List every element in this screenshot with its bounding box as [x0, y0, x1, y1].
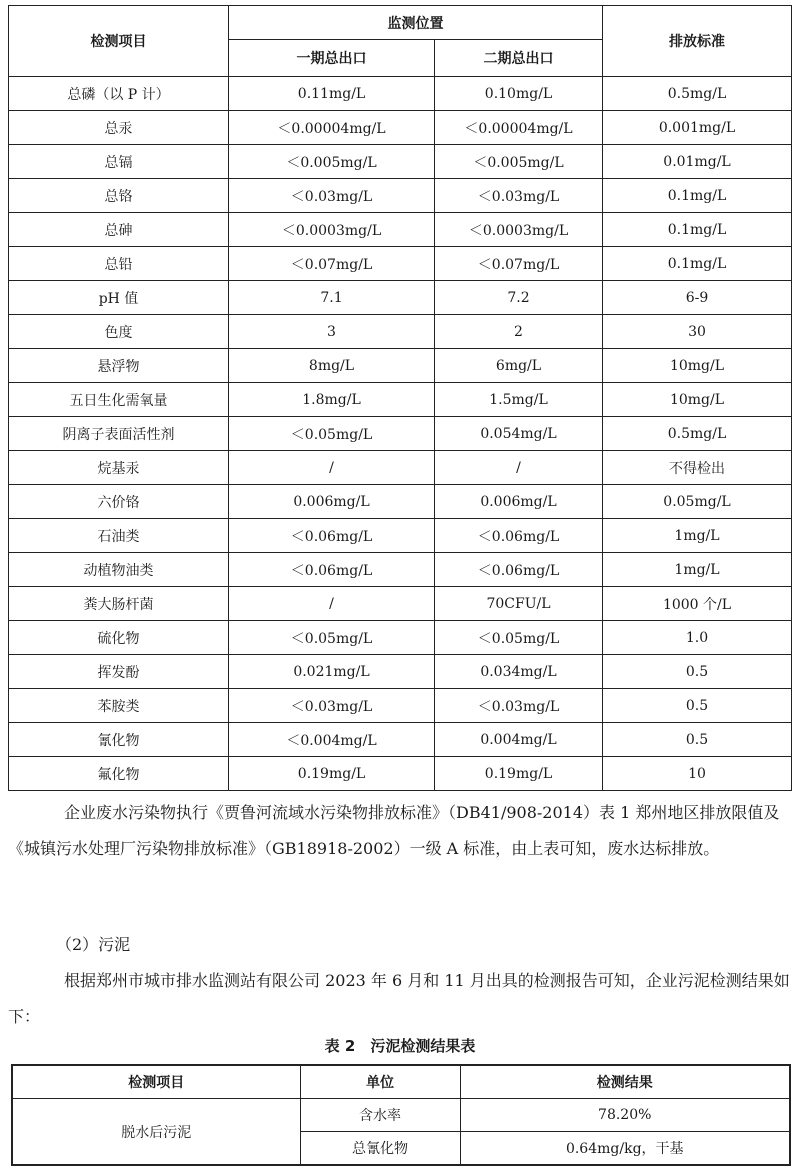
cell-phase2: 0.006mg/L: [435, 485, 603, 519]
table-row: [9, 451, 792, 485]
t2-header-item: 检测项目: [12, 1065, 300, 1099]
cell-phase1: 0.006mg/L: [229, 485, 435, 519]
t2-header-result: 检测结果: [460, 1065, 790, 1099]
cell-standard: 0.5mg/L: [603, 417, 792, 451]
cell-phase2: 70CFU/L: [435, 587, 603, 621]
cell-standard: 1000 个/L: [603, 587, 792, 621]
cell-phase2: ＜0.07mg/L: [435, 247, 603, 281]
cell-phase2: 0.054mg/L: [435, 417, 603, 451]
cell-standard: 0.5mg/L: [603, 77, 792, 111]
cell-phase1: 7.1: [229, 281, 435, 315]
t2-header-unit: 单位: [300, 1065, 460, 1099]
table-row: [9, 383, 792, 417]
table-body: [9, 77, 792, 791]
cell-standard: 0.001mg/L: [603, 111, 792, 145]
cell-phase2: 0.034mg/L: [435, 655, 603, 689]
cell-phase1: ＜0.00004mg/L: [229, 111, 435, 145]
table-row: [9, 349, 792, 383]
header-standard: 排放标准: [603, 6, 792, 77]
sludge-intro-paragraph: 根据郑州市城市排水监测站有限公司 2023 年 6 月和 11 月出具的检测报告可知，企业污泥检测结果如下：: [8, 971, 790, 1026]
table-row: [9, 179, 792, 213]
header-phase2: 二期总出口: [435, 40, 603, 77]
cell-item: 挥发酚: [9, 655, 229, 689]
cell-standard: 0.01mg/L: [603, 145, 792, 179]
sludge-section-heading: （2）污泥: [56, 935, 131, 954]
cell-phase1: /: [229, 451, 435, 485]
cell-item: 烷基汞: [9, 451, 229, 485]
cell-standard: 0.1mg/L: [603, 247, 792, 281]
t2-value: 0.64mg/kg，干基: [460, 1132, 790, 1166]
t2-sample-name: 脱水后污泥: [12, 1099, 300, 1166]
table-row: [9, 689, 792, 723]
cell-phase2: 0.19mg/L: [435, 757, 603, 791]
table-row: [9, 587, 792, 621]
cell-standard: 0.5: [603, 723, 792, 757]
cell-phase1: ＜0.06mg/L: [229, 519, 435, 553]
cell-item: 六价铬: [9, 485, 229, 519]
cell-item: 总铅: [9, 247, 229, 281]
cell-item: 总铬: [9, 179, 229, 213]
compliance-paragraph: 企业废水污染物执行《贾鲁河流域水污染物排放标准》（DB41/908-2014）表 1 郑州地区排放限值及《城镇污水处理厂污染物排放标准》（GB18918-2002）一级 A 标准，由上表可知，废水达标排放。: [8, 803, 780, 858]
cell-item: 色度: [9, 315, 229, 349]
cell-item: 悬浮物: [9, 349, 229, 383]
cell-item: 总汞: [9, 111, 229, 145]
cell-standard: 30: [603, 315, 792, 349]
cell-item: 总磷（以 P 计）: [9, 77, 229, 111]
cell-standard: 1.0: [603, 621, 792, 655]
cell-phase2: 1.5mg/L: [435, 383, 603, 417]
cell-item: 苯胺类: [9, 689, 229, 723]
cell-phase1: ＜0.0003mg/L: [229, 213, 435, 247]
cell-phase1: 3: [229, 315, 435, 349]
cell-phase2: ＜0.05mg/L: [435, 621, 603, 655]
cell-standard: 不得检出: [603, 451, 792, 485]
cell-item: pH 值: [9, 281, 229, 315]
cell-phase1: ＜0.03mg/L: [229, 179, 435, 213]
table-row: [9, 621, 792, 655]
cell-phase2: ＜0.03mg/L: [435, 179, 603, 213]
cell-phase1: ＜0.03mg/L: [229, 689, 435, 723]
header-phase1: 一期总出口: [229, 40, 435, 77]
table-row: [9, 145, 792, 179]
table-row: [9, 111, 792, 145]
table-row: [9, 519, 792, 553]
cell-phase2: ＜0.03mg/L: [435, 689, 603, 723]
cell-phase1: 0.19mg/L: [229, 757, 435, 791]
table-row: [9, 723, 792, 757]
cell-item: 总镉: [9, 145, 229, 179]
cell-phase1: ＜0.05mg/L: [229, 417, 435, 451]
cell-standard: 0.5: [603, 689, 792, 723]
cell-phase1: 1.8mg/L: [229, 383, 435, 417]
cell-phase2: ＜0.0003mg/L: [435, 213, 603, 247]
cell-phase2: ＜0.005mg/L: [435, 145, 603, 179]
sludge-results-table: [11, 1064, 791, 1166]
cell-phase2: 0.004mg/L: [435, 723, 603, 757]
header-location: 监测位置: [229, 6, 603, 40]
cell-item: 动植物油类: [9, 553, 229, 587]
table-row: [9, 213, 792, 247]
table-row: [9, 553, 792, 587]
cell-item: 粪大肠杆菌: [9, 587, 229, 621]
cell-standard: 10: [603, 757, 792, 791]
cell-phase1: 0.11mg/L: [229, 77, 435, 111]
t2-param: 含水率: [300, 1099, 460, 1132]
table-row: [9, 281, 792, 315]
cell-item: 总砷: [9, 213, 229, 247]
cell-item: 石油类: [9, 519, 229, 553]
table-row: [9, 247, 792, 281]
cell-standard: 1mg/L: [603, 519, 792, 553]
cell-phase2: ＜0.06mg/L: [435, 519, 603, 553]
cell-standard: 0.05mg/L: [603, 485, 792, 519]
cell-phase1: /: [229, 587, 435, 621]
cell-phase1: 0.021mg/L: [229, 655, 435, 689]
table-row: [9, 77, 792, 111]
cell-item: 氟化物: [9, 757, 229, 791]
cell-standard: 0.5: [603, 655, 792, 689]
cell-standard: 0.1mg/L: [603, 213, 792, 247]
cell-standard: 6-9: [603, 281, 792, 315]
cell-phase2: 0.10mg/L: [435, 77, 603, 111]
cell-phase1: 8mg/L: [229, 349, 435, 383]
cell-phase2: 2: [435, 315, 603, 349]
cell-item: 阴离子表面活性剂: [9, 417, 229, 451]
cell-phase1: ＜0.06mg/L: [229, 553, 435, 587]
cell-phase1: ＜0.05mg/L: [229, 621, 435, 655]
cell-phase2: 7.2: [435, 281, 603, 315]
cell-standard: 0.1mg/L: [603, 179, 792, 213]
cell-phase2: /: [435, 451, 603, 485]
cell-item: 硫化物: [9, 621, 229, 655]
cell-standard: 10mg/L: [603, 383, 792, 417]
table2-caption: 表 2 污泥检测结果表: [324, 1037, 476, 1055]
table-row: [9, 417, 792, 451]
cell-phase1: ＜0.005mg/L: [229, 145, 435, 179]
table-row: [9, 485, 792, 519]
cell-phase2: 6mg/L: [435, 349, 603, 383]
header-item: 检测项目: [9, 6, 229, 77]
cell-phase1: ＜0.004mg/L: [229, 723, 435, 757]
cell-item: 氰化物: [9, 723, 229, 757]
cell-phase1: ＜0.07mg/L: [229, 247, 435, 281]
wastewater-monitoring-table: [8, 5, 792, 791]
cell-item: 五日生化需氧量: [9, 383, 229, 417]
t2-param: 总氰化物: [300, 1132, 460, 1166]
table-row: [9, 655, 792, 689]
cell-phase2: ＜0.00004mg/L: [435, 111, 603, 145]
t2-value: 78.20%: [460, 1099, 790, 1132]
table-row: [9, 757, 792, 791]
cell-standard: 1mg/L: [603, 553, 792, 587]
cell-standard: 10mg/L: [603, 349, 792, 383]
table-row: [9, 315, 792, 349]
cell-phase2: ＜0.06mg/L: [435, 553, 603, 587]
